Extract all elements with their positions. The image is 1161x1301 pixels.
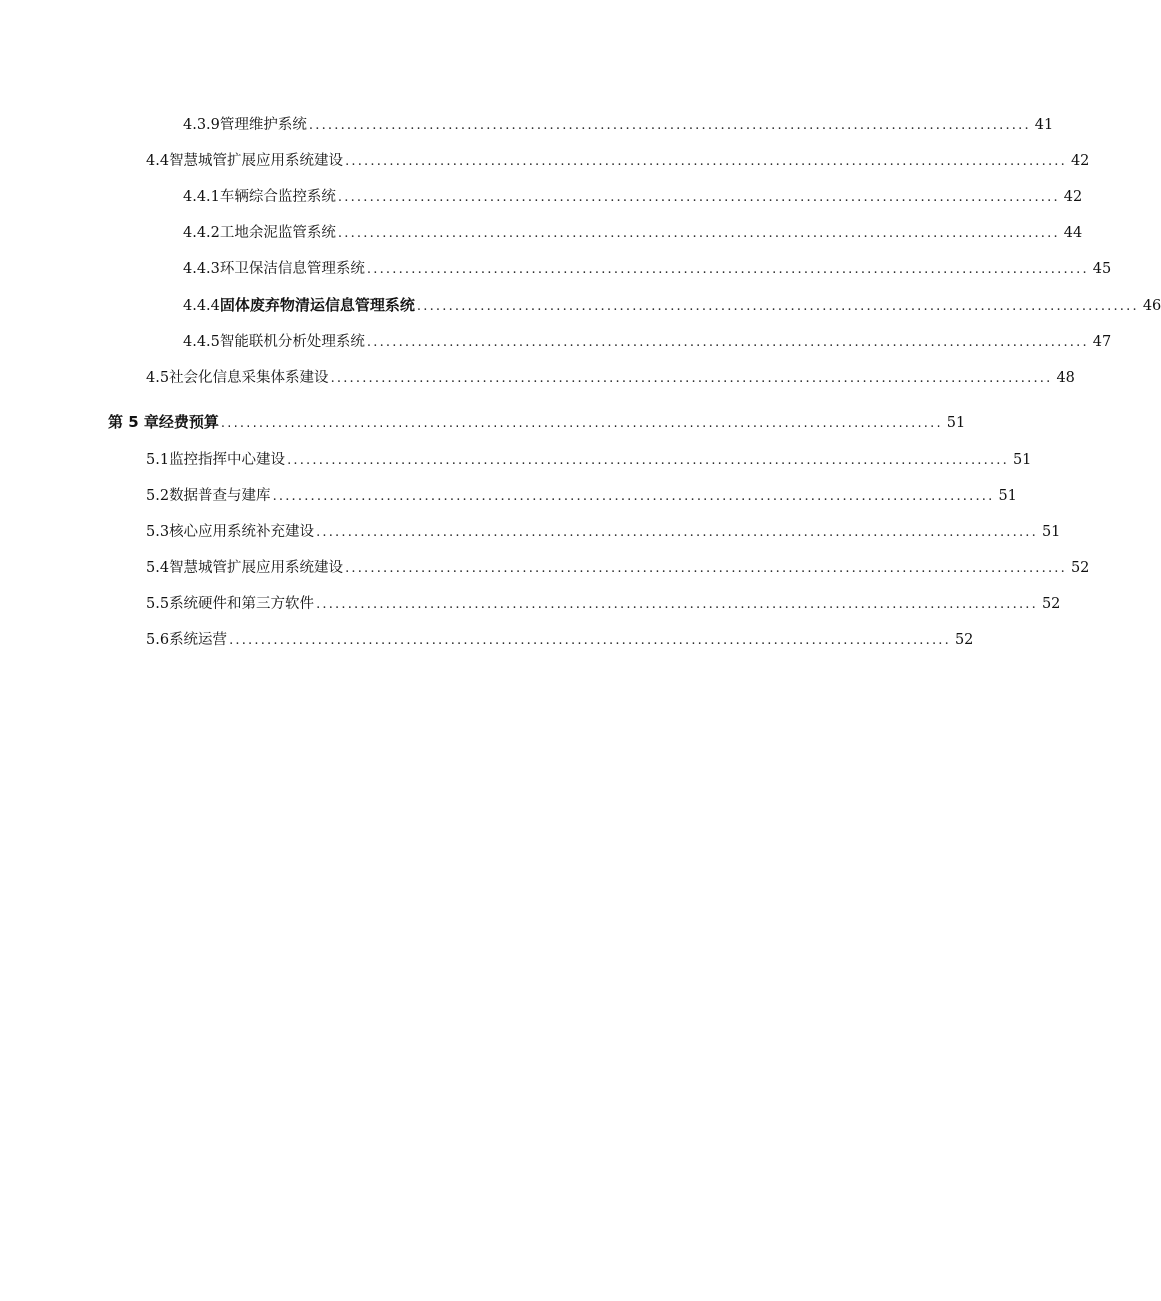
dot-leader: ..................................................................................................................: [345, 561, 1067, 576]
dot-leader: ..................................................................................................................: [366, 262, 1089, 277]
dot-leader: ..................................................................................................................: [220, 416, 943, 431]
toc-entry-page: 41: [1034, 117, 1054, 133]
toc-entry-4-3-9[interactable]: [183, 113, 1054, 137]
toc-entry-5-5[interactable]: [146, 592, 1061, 616]
toc-entry-page: 46: [1142, 298, 1161, 314]
toc-entry-page: 52: [954, 632, 974, 648]
toc-entry-page: 51: [946, 415, 966, 431]
toc-entry-number: 4.5: [146, 370, 170, 386]
toc-entry-title: 系统运营: [169, 632, 228, 648]
toc-entry-page: 48: [1056, 370, 1075, 386]
dot-leader: ..................................................................................................................: [308, 118, 1031, 133]
toc-entry-4-5[interactable]: [146, 366, 1075, 390]
dot-leader: ..................................................................................................................: [287, 453, 1009, 468]
toc-entry-page: 51: [1012, 452, 1032, 468]
toc-entry-title: 智慧城管扩展应用系统建设: [169, 560, 344, 576]
toc-entry-title: 工地余泥监管系统: [219, 225, 336, 241]
toc-entry-page: 42: [1063, 189, 1083, 205]
dot-leader: ..................................................................................................................: [316, 525, 1038, 540]
toc-entry-number: 5.1: [146, 452, 170, 468]
toc-entry-title: 管理维护系统: [219, 117, 307, 133]
toc-entry-5-3[interactable]: [146, 520, 1061, 544]
toc-entry-number: 4.4.1: [183, 189, 220, 205]
dot-leader: ..................................................................................................................: [416, 299, 1139, 314]
toc-entry-number: 4.3.9: [183, 117, 220, 133]
toc-entry-number: 4.4: [146, 153, 170, 169]
toc-entry-4-4-4[interactable]: [183, 294, 1161, 318]
toc-entry-number: 5.2: [146, 488, 170, 504]
toc-chapter-5[interactable]: [108, 411, 966, 435]
toc-entry-5-1[interactable]: [146, 448, 1032, 472]
toc-entry-title: 车辆综合监控系统: [219, 189, 336, 205]
dot-leader: ..................................................................................................................: [337, 226, 1060, 241]
toc-entry-page: 45: [1092, 261, 1112, 277]
toc-entry-number: 4.4.2: [183, 225, 220, 241]
toc-entry-number: 4.4.3: [183, 261, 220, 277]
toc-entry-5-2[interactable]: [146, 484, 1017, 508]
dot-leader: ..................................................................................................................: [366, 335, 1089, 350]
toc-entry-page: 44: [1063, 225, 1083, 241]
toc-entry-number: 5.6: [146, 632, 170, 648]
toc-entry-page: 52: [1041, 596, 1061, 612]
toc-entry-page: 51: [1041, 524, 1061, 540]
toc-entry-title: 系统硬件和第三方软件: [169, 596, 315, 612]
toc-entry-number: 5.5: [146, 596, 170, 612]
toc-chapter-number: 第 5 章: [108, 413, 159, 431]
toc-entry-number: 5.3: [146, 524, 170, 540]
toc-entry-page: 47: [1092, 334, 1112, 350]
dot-leader: ..................................................................................................................: [316, 597, 1038, 612]
toc-entry-4-4-2[interactable]: [183, 221, 1083, 245]
toc-entry-number: 4.4.4: [183, 298, 220, 314]
toc-entry-5-6[interactable]: [146, 628, 974, 652]
toc-entry-4-4[interactable]: [146, 149, 1090, 173]
toc-entry-4-4-5[interactable]: [183, 330, 1112, 354]
toc-entry-page: 51: [998, 488, 1017, 504]
toc-chapter-title: 经费预算: [158, 413, 219, 431]
toc-entry-title: 智慧城管扩展应用系统建设: [169, 153, 344, 169]
toc-entry-title: 智能联机分析处理系统: [219, 334, 365, 350]
toc-entry-number: 4.4.5: [183, 334, 220, 350]
toc-entry-4-4-1[interactable]: [183, 185, 1083, 209]
toc-entry-title: 监控指挥中心建设: [169, 452, 286, 468]
toc-entry-title: 数据普查与建库: [169, 488, 271, 504]
dot-leader: ..................................................................................................................: [272, 489, 995, 504]
toc-entry-page: 42: [1070, 153, 1090, 169]
toc-entry-title: 环卫保洁信息管理系统: [219, 261, 365, 277]
toc-entry-title: 固体废弃物清运信息管理系统: [219, 296, 415, 314]
dot-leader: ..................................................................................................................: [337, 190, 1060, 205]
toc-entry-title: 社会化信息采集体系建设: [169, 370, 329, 386]
dot-leader: ..................................................................................................................: [330, 371, 1053, 386]
dot-leader: ..................................................................................................................: [229, 633, 951, 648]
toc-entry-title: 核心应用系统补充建设: [169, 524, 315, 540]
toc-entry-5-4[interactable]: [146, 556, 1090, 580]
toc-entry-page: 52: [1070, 560, 1090, 576]
toc-entry-4-4-3[interactable]: [183, 257, 1112, 281]
toc-entry-number: 5.4: [146, 560, 170, 576]
dot-leader: ..................................................................................................................: [345, 154, 1067, 169]
